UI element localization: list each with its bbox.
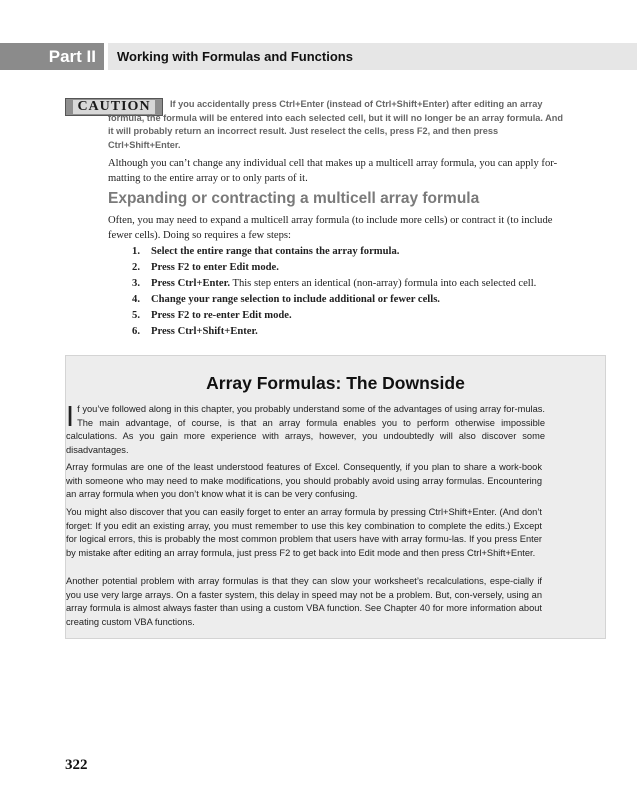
sidebar-title: Array Formulas: The Downside xyxy=(206,373,465,393)
intro-paragraph: Although you can’t change any individual cell that makes up a multicell array formula, you can apply for-matting to the entire array or to only parts of it. xyxy=(108,158,558,184)
step-number: 5. xyxy=(132,310,140,321)
step-number: 1. xyxy=(132,246,140,257)
part-label: Part II xyxy=(0,43,104,70)
step-item xyxy=(113,324,573,340)
step-item xyxy=(113,244,573,260)
step-item xyxy=(113,308,573,324)
page-number: 322 xyxy=(65,757,88,773)
steps-list xyxy=(113,244,573,340)
step-text: This step enters an identical (non-array) formula into each selected cell. xyxy=(230,278,537,289)
caution-text: If you accidentally press Ctrl+Enter (instead of Ctrl+Shift+Enter) after editing an array formula, the formula will be entered into each selected cell, but it will no longer be an array formula. And it will probably return an incorrect result. Just reselect the cells, press F2, and then press Ctrl+Shift+Enter. xyxy=(108,99,564,150)
section-intro: Often, you may need to expand a multicell array formula (to include more cells) or contract it (to include fewer cells). Doing so requires a few steps: xyxy=(108,215,553,241)
step-bold: Press F2 to re-enter Edit mode. xyxy=(151,310,292,321)
drop-cap: I xyxy=(66,401,75,433)
step-number: 2. xyxy=(132,262,140,273)
step-number: 3. xyxy=(132,278,140,289)
step-bold: Press Ctrl+Enter. xyxy=(151,278,231,289)
caution-badge-label: CAUTION xyxy=(73,100,154,114)
sidebar-paragraph-4: Another potential problem with array formulas is that they can slow your worksheet’s recalculations, espe-cially if you use very large arrays. On a faster system, this delay in speed may not be a problem. But, con-versely, using an array formula is almost always faster than using a custom VBA function. See Chapter 40 for more information about creating custom VBA functions. xyxy=(66,576,542,628)
step-bold: Press Ctrl+Shift+Enter. xyxy=(151,326,258,337)
step-item xyxy=(113,260,573,276)
step-number: 6. xyxy=(132,326,140,337)
section-heading: Expanding or contracting a multicell array formula xyxy=(108,190,480,207)
sidebar-paragraph-3: You might also discover that you can easily forget to enter an array formula by pressing Ctrl+Shift+Enter. (And don’t forget: If you edit an existing array, you must remember to use this key combination to complete the edits.) Except for logical errors, this is probably the most common problem that users have with array formu-las. If you press Enter by mistake after editing an array formula, just press F2 to get back into Edit mode and then press Ctrl+Shift+Enter. xyxy=(66,507,542,559)
sidebar-paragraph-2: Array formulas are one of the least understood features of Excel. Consequently, if you plan to share a work-book with someone who may need to make modifications, you should probably avoid using array formulas. Encountering an array formula when you don’t know what it is can be very confusing. xyxy=(66,462,542,500)
sidebar-box xyxy=(65,355,606,639)
step-bold: Select the entire range that contains the array formula. xyxy=(151,246,400,257)
step-item xyxy=(113,276,573,292)
chapter-title: Working with Formulas and Functions xyxy=(108,43,637,70)
step-number: 4. xyxy=(132,294,140,305)
step-bold: Change your range selection to include additional or fewer cells. xyxy=(151,294,440,305)
sidebar-paragraph-1-text: f you’ve followed along in this chapter, you probably understand some of the advantages of using array for-mulas. The main advantage, of course, is that an array formula enables you to perform otherwise impossible calculations. As you gain more experience with arrays, however, you undoubtedly will also discover some disadvantages. xyxy=(66,404,545,456)
step-item xyxy=(113,292,573,308)
sidebar-paragraph-1 xyxy=(66,403,545,458)
step-bold: Press F2 to enter Edit mode. xyxy=(151,262,279,273)
